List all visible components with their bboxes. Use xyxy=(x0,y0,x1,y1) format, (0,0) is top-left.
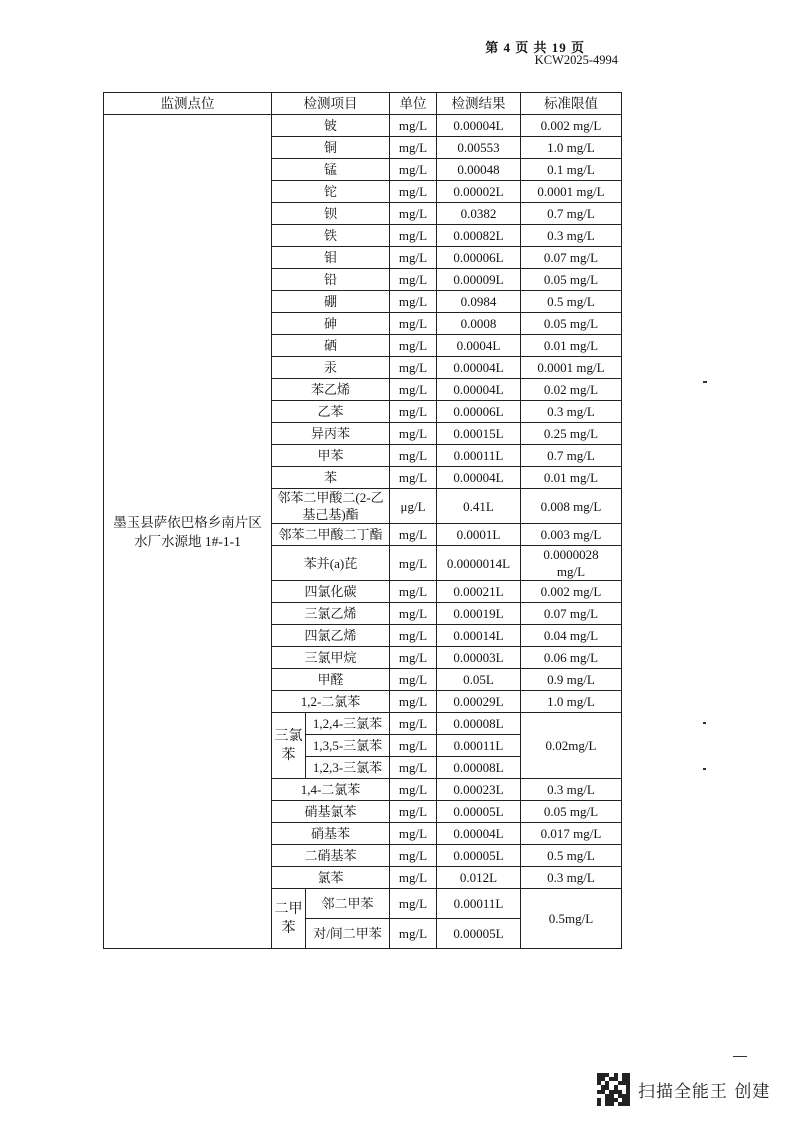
standard-cell: 0.0001 mg/L xyxy=(521,181,622,203)
unit-cell: mg/L xyxy=(390,735,437,757)
result-cell: 0.00011L xyxy=(437,735,521,757)
standard-cell: 0.05 mg/L xyxy=(521,801,622,823)
result-cell: 0.00021L xyxy=(437,581,521,603)
standard-cell: 0.5mg/L xyxy=(521,889,622,949)
result-cell: 0.0004L xyxy=(437,335,521,357)
scan-mark xyxy=(703,381,707,383)
item-cell: 乙苯 xyxy=(272,401,390,423)
unit-cell: mg/L xyxy=(390,581,437,603)
item-cell: 1,2-二氯苯 xyxy=(272,691,390,713)
unit-cell: mg/L xyxy=(390,801,437,823)
item-cell: 砷 xyxy=(272,313,390,335)
standard-cell: 0.06 mg/L xyxy=(521,647,622,669)
scanner-watermark xyxy=(597,1073,770,1106)
result-cell: 0.00015L xyxy=(437,423,521,445)
unit-cell: mg/L xyxy=(390,379,437,401)
standard-cell: 0.7 mg/L xyxy=(521,203,622,225)
result-cell: 0.012L xyxy=(437,867,521,889)
standard-cell: 0.01 mg/L xyxy=(521,467,622,489)
result-cell: 0.00004L xyxy=(437,467,521,489)
unit-cell: mg/L xyxy=(390,625,437,647)
result-cell: 0.00004L xyxy=(437,357,521,379)
scan-mark xyxy=(733,1056,747,1057)
item-cell: 异丙苯 xyxy=(272,423,390,445)
unit-cell: mg/L xyxy=(390,313,437,335)
table-body xyxy=(104,115,622,949)
item-cell: 邻二甲苯 xyxy=(306,889,390,919)
result-cell: 0.00004L xyxy=(437,823,521,845)
qr-code-icon xyxy=(597,1073,630,1106)
unit-cell: mg/L xyxy=(390,779,437,801)
report-number: KCW2025-4994 xyxy=(534,53,618,67)
scan-mark xyxy=(703,722,706,724)
scan-mark xyxy=(703,768,706,770)
item-cell: 邻苯二甲酸二丁酯 xyxy=(272,524,390,546)
results-table xyxy=(103,92,622,949)
standard-cell: 0.02 mg/L xyxy=(521,379,622,401)
item-cell: 对/间二甲苯 xyxy=(306,919,390,949)
result-cell: 0.00006L xyxy=(437,247,521,269)
unit-cell: mg/L xyxy=(390,546,437,581)
unit-cell: mg/L xyxy=(390,291,437,313)
item-cell: 硒 xyxy=(272,335,390,357)
unit-cell: mg/L xyxy=(390,867,437,889)
item-cell: 硝基苯 xyxy=(272,823,390,845)
item-cell: 汞 xyxy=(272,357,390,379)
standard-cell: 0.25 mg/L xyxy=(521,423,622,445)
result-cell: 0.41L xyxy=(437,489,521,524)
item-cell: 苯乙烯 xyxy=(272,379,390,401)
result-cell: 0.00004L xyxy=(437,379,521,401)
item-cell: 铁 xyxy=(272,225,390,247)
result-cell: 0.0984 xyxy=(437,291,521,313)
item-cell: 1,4-二氯苯 xyxy=(272,779,390,801)
item-cell: 二硝基苯 xyxy=(272,845,390,867)
result-cell: 0.00004L xyxy=(437,115,521,137)
standard-cell: 0.04 mg/L xyxy=(521,625,622,647)
unit-cell: mg/L xyxy=(390,137,437,159)
unit-cell: mg/L xyxy=(390,757,437,779)
item-cell: 1,2,4-三氯苯 xyxy=(306,713,390,735)
result-cell: 0.00082L xyxy=(437,225,521,247)
unit-cell: mg/L xyxy=(390,467,437,489)
result-cell: 0.05L xyxy=(437,669,521,691)
header-site: 监测点位 xyxy=(104,93,272,115)
unit-cell: mg/L xyxy=(390,159,437,181)
standard-cell: 0.5 mg/L xyxy=(521,845,622,867)
watermark-text: 扫描全能王 创建 xyxy=(638,1082,771,1102)
page-number: 第 4 页 共 19 页 xyxy=(485,40,585,55)
result-cell: 0.00011L xyxy=(437,889,521,919)
standard-cell: 0.3 mg/L xyxy=(521,779,622,801)
item-cell: 1,2,3-三氯苯 xyxy=(306,757,390,779)
result-cell: 0.00023L xyxy=(437,779,521,801)
standard-cell: 0.003 mg/L xyxy=(521,524,622,546)
unit-cell: mg/L xyxy=(390,203,437,225)
standard-cell: 0.1 mg/L xyxy=(521,159,622,181)
table-header-row xyxy=(104,93,622,115)
unit-cell: mg/L xyxy=(390,823,437,845)
unit-cell: mg/L xyxy=(390,181,437,203)
result-cell: 0.00029L xyxy=(437,691,521,713)
standard-cell: 0.3 mg/L xyxy=(521,867,622,889)
result-cell: 0.0001L xyxy=(437,524,521,546)
standard-cell: 0.0001 mg/L xyxy=(521,357,622,379)
item-cell: 钡 xyxy=(272,203,390,225)
item-cell: 硼 xyxy=(272,291,390,313)
unit-cell: μg/L xyxy=(390,489,437,524)
site-cell: 墨玉县萨依巴格乡南片区水厂水源地 1#-1-1 xyxy=(104,115,272,949)
result-cell: 0.00011L xyxy=(437,445,521,467)
result-cell: 0.00005L xyxy=(437,801,521,823)
item-cell: 锰 xyxy=(272,159,390,181)
item-cell: 硝基氯苯 xyxy=(272,801,390,823)
item-cell: 甲苯 xyxy=(272,445,390,467)
result-cell: 0.00005L xyxy=(437,919,521,949)
qr-module xyxy=(626,1102,630,1106)
standard-cell: 0.05 mg/L xyxy=(521,313,622,335)
result-cell: 0.0000014L xyxy=(437,546,521,581)
unit-cell: mg/L xyxy=(390,401,437,423)
unit-cell: mg/L xyxy=(390,669,437,691)
unit-cell: mg/L xyxy=(390,423,437,445)
standard-cell: 0.07 mg/L xyxy=(521,247,622,269)
unit-cell: mg/L xyxy=(390,919,437,949)
standard-cell: 0.02mg/L xyxy=(521,713,622,779)
item-cell: 三氯甲烷 xyxy=(272,647,390,669)
result-cell: 0.00009L xyxy=(437,269,521,291)
item-cell: 氯苯 xyxy=(272,867,390,889)
unit-cell: mg/L xyxy=(390,889,437,919)
unit-cell: mg/L xyxy=(390,335,437,357)
standard-cell: 0.07 mg/L xyxy=(521,603,622,625)
standard-cell: 1.0 mg/L xyxy=(521,691,622,713)
result-cell: 0.00003L xyxy=(437,647,521,669)
result-cell: 0.00014L xyxy=(437,625,521,647)
unit-cell: mg/L xyxy=(390,357,437,379)
item-cell: 四氯乙烯 xyxy=(272,625,390,647)
standard-cell: 0.9 mg/L xyxy=(521,669,622,691)
result-cell: 0.00019L xyxy=(437,603,521,625)
standard-cell: 0.017 mg/L xyxy=(521,823,622,845)
header-unit: 单位 xyxy=(390,93,437,115)
item-cell: 四氯化碳 xyxy=(272,581,390,603)
item-cell: 甲醛 xyxy=(272,669,390,691)
result-cell: 0.00005L xyxy=(437,845,521,867)
item-cell: 铅 xyxy=(272,269,390,291)
header-standard: 标准限值 xyxy=(521,93,622,115)
item-cell: 铍 xyxy=(272,115,390,137)
standard-cell: 0.008 mg/L xyxy=(521,489,622,524)
unit-cell: mg/L xyxy=(390,845,437,867)
unit-cell: mg/L xyxy=(390,691,437,713)
standard-cell: 0.7 mg/L xyxy=(521,445,622,467)
result-cell: 0.00006L xyxy=(437,401,521,423)
item-cell: 苯并(a)芘 xyxy=(272,546,390,581)
item-cell: 铊 xyxy=(272,181,390,203)
standard-cell: 0.3 mg/L xyxy=(521,401,622,423)
standard-cell: 0.0000028 mg/L xyxy=(521,546,622,581)
header-item: 检测项目 xyxy=(272,93,390,115)
result-cell: 0.00002L xyxy=(437,181,521,203)
unit-cell: mg/L xyxy=(390,225,437,247)
unit-cell: mg/L xyxy=(390,445,437,467)
item-cell: 邻苯二甲酸二(2-乙基己基)酯 xyxy=(272,489,390,524)
result-cell: 0.0008 xyxy=(437,313,521,335)
item-cell: 1,3,5-三氯苯 xyxy=(306,735,390,757)
result-cell: 0.00048 xyxy=(437,159,521,181)
unit-cell: mg/L xyxy=(390,647,437,669)
result-cell: 0.00008L xyxy=(437,757,521,779)
unit-cell: mg/L xyxy=(390,115,437,137)
standard-cell: 0.5 mg/L xyxy=(521,291,622,313)
unit-cell: mg/L xyxy=(390,269,437,291)
unit-cell: mg/L xyxy=(390,713,437,735)
standard-cell: 0.002 mg/L xyxy=(521,115,622,137)
result-cell: 0.00553 xyxy=(437,137,521,159)
unit-cell: mg/L xyxy=(390,603,437,625)
standard-cell: 1.0 mg/L xyxy=(521,137,622,159)
standard-cell: 0.002 mg/L xyxy=(521,581,622,603)
result-cell: 0.0382 xyxy=(437,203,521,225)
standard-cell: 0.05 mg/L xyxy=(521,269,622,291)
header-result: 检测结果 xyxy=(437,93,521,115)
item-cell: 钼 xyxy=(272,247,390,269)
item-cell: 苯 xyxy=(272,467,390,489)
group-label-cell: 二甲苯 xyxy=(272,889,306,949)
item-cell: 三氯乙烯 xyxy=(272,603,390,625)
group-label-cell: 三氯苯 xyxy=(272,713,306,779)
standard-cell: 0.3 mg/L xyxy=(521,225,622,247)
unit-cell: mg/L xyxy=(390,247,437,269)
item-cell: 铜 xyxy=(272,137,390,159)
result-cell: 0.00008L xyxy=(437,713,521,735)
unit-cell: mg/L xyxy=(390,524,437,546)
table-row xyxy=(104,115,622,137)
standard-cell: 0.01 mg/L xyxy=(521,335,622,357)
